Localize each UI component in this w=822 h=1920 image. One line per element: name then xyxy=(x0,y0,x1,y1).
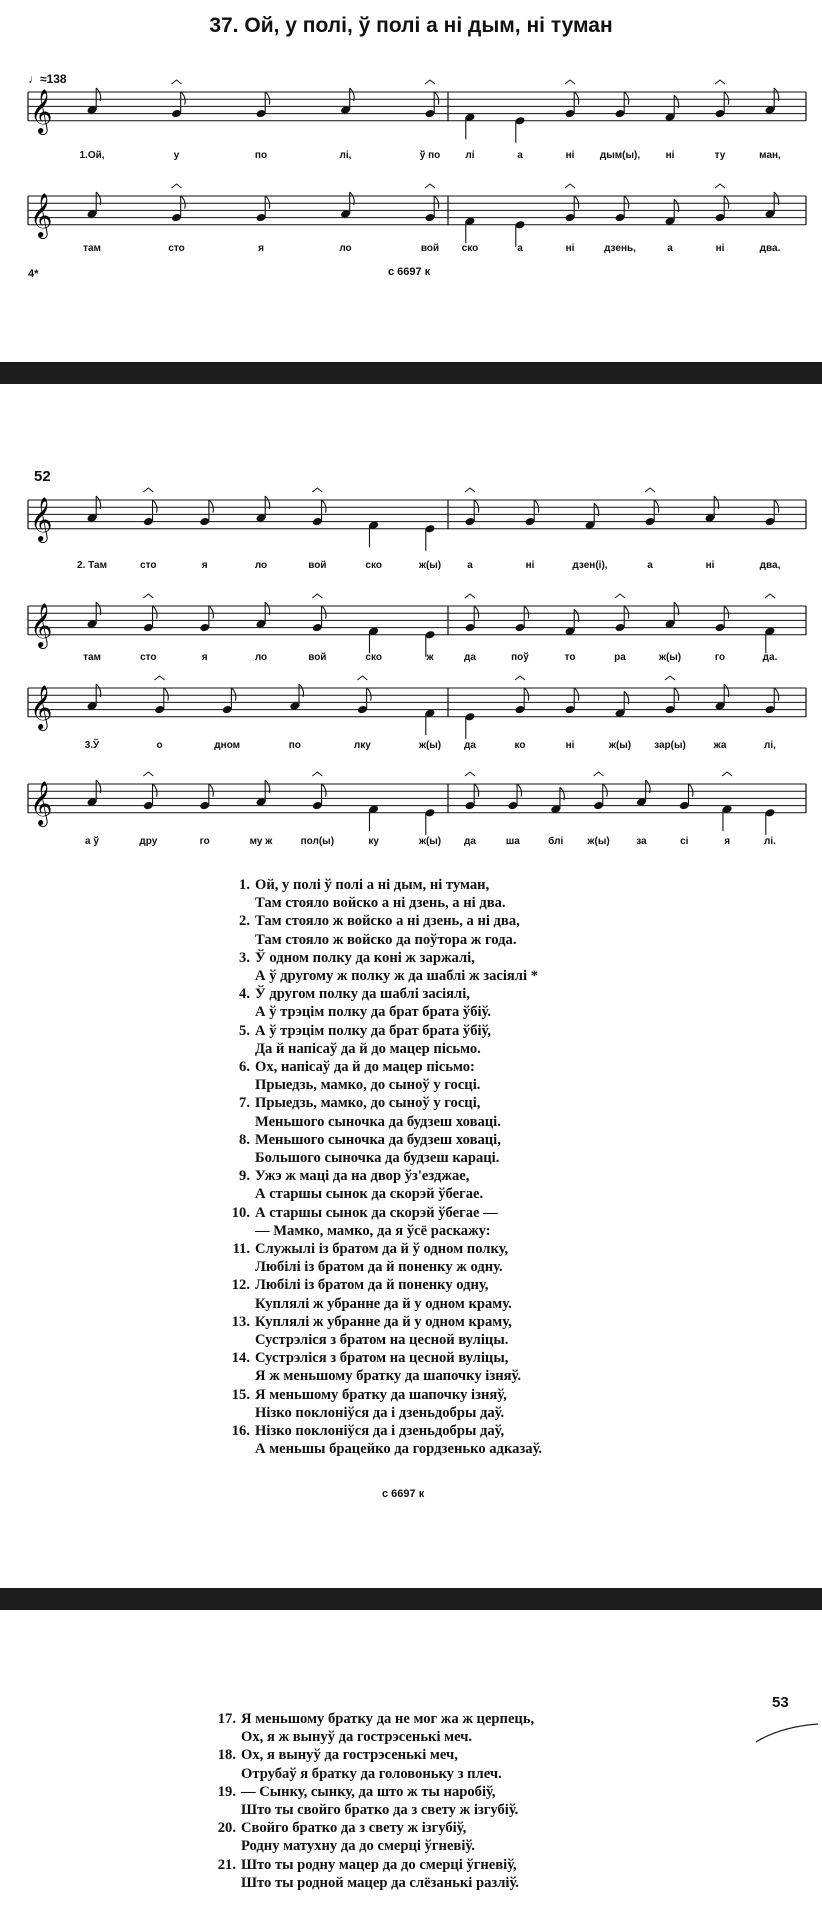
treble-clef-icon: 𝄞 xyxy=(30,192,53,237)
lyric-syllable: зар(ы) xyxy=(654,740,686,751)
lyric-syllable: лі, xyxy=(339,150,352,161)
lyric-syllable: два, xyxy=(759,560,781,571)
footer-code: с 6697 к xyxy=(382,1488,425,1500)
page-divider xyxy=(0,1588,822,1610)
verse: 1. Ой, у полі ў полі а ні дым, ні туман, Там стояло войско а ні дзень, а ні два. xyxy=(239,877,506,912)
verse: 15. Я меньшому братку да шапочку ізняў, Нізко поклоніўся да і дзеньдобры даў. xyxy=(231,1386,507,1421)
note xyxy=(256,196,270,223)
lyric-syllable: блі xyxy=(548,836,564,847)
note xyxy=(615,196,629,223)
note xyxy=(425,808,436,835)
lyric-syllable: то xyxy=(564,652,576,663)
lyric-syllable: я xyxy=(258,243,264,254)
lyric-syllable: ско xyxy=(365,560,382,571)
handwritten-mark xyxy=(752,1718,822,1748)
song-title: 37. Ой, у полі, ў полі а ні дым, ні туман xyxy=(209,14,613,37)
lyric-syllable: дзень, xyxy=(604,243,636,254)
verse: 10. А старшы сынок да скорэй ўбегае — — Мамко, мамко, да я ўсё раскажу: xyxy=(231,1204,498,1239)
lyric-syllable: вой xyxy=(308,652,327,663)
lyric-syllable: ту xyxy=(714,150,726,161)
lyric-syllable: ра xyxy=(614,652,626,663)
lyric-syllable: ку xyxy=(368,836,379,847)
lyric-syllable: да xyxy=(464,836,476,847)
lyric-syllable: 1.Ой, xyxy=(79,150,105,161)
lyric-syllable: да xyxy=(464,740,476,751)
lyric-syllable: ша xyxy=(505,836,520,847)
verse: 12. Любілі із братом да й поненку одну, Куплялі ж убранне да й у одном краму. xyxy=(231,1277,512,1312)
lyric-syllable: ў по xyxy=(419,150,441,161)
lyric-syllable: два. xyxy=(759,243,781,254)
lyric-syllable: у xyxy=(173,150,180,161)
lyric-syllable: по xyxy=(254,150,268,161)
lyric-syllable: а xyxy=(667,243,673,254)
lyric-syllable: а ў xyxy=(85,836,99,847)
music-staff xyxy=(0,0,822,362)
lyric-syllable: жа xyxy=(713,740,727,751)
lyric-syllable: дру xyxy=(139,836,158,847)
lyric-syllable: да. xyxy=(762,652,778,663)
treble-clef-icon: 𝄞 xyxy=(30,684,53,729)
lyric-syllable: ло xyxy=(254,652,268,663)
page-divider xyxy=(0,362,822,384)
verse: 11. Служылі із братом да й ў одном полку, Любілі із братом да й поненку ж одну. xyxy=(232,1241,509,1276)
lyric-syllable: дзен(і), xyxy=(572,560,608,571)
treble-clef-icon: 𝄞 xyxy=(30,88,53,133)
treble-clef-icon: 𝄞 xyxy=(30,602,53,647)
lyric-syllable: ж(ы) xyxy=(658,652,682,663)
lyric-syllable: ж(ы) xyxy=(608,740,632,751)
lyric-syllable: го xyxy=(714,652,726,663)
verse-list xyxy=(214,1710,534,1892)
note xyxy=(199,784,213,811)
lyric-syllable: ж(ы) xyxy=(418,560,442,571)
lyric-syllable: а xyxy=(647,560,653,571)
lyric-syllable: му ж xyxy=(249,836,273,847)
lyric-syllable: ло xyxy=(254,560,268,571)
verse: 9. Ужэ ж маці да на двор ўз'езджае, А старшы сынок да скорэй ўбегае. xyxy=(239,1168,484,1203)
lyric-syllable: сі xyxy=(680,836,689,847)
note xyxy=(765,808,776,835)
lyric-syllable: пол(ы) xyxy=(300,836,335,847)
verse: 21. Што ты родну мацер да до смерці ўгневіў, Што ты родной мацер да слёзанькі разліў. xyxy=(217,1856,519,1891)
verse: 17. Я меньшому братку да не мог жа ж церпець, Ох, я ж вынуў да гострэсенькі меч. xyxy=(217,1711,535,1746)
lyric-syllable: ско xyxy=(365,652,382,663)
lyric-syllable: ні xyxy=(665,150,675,161)
footer-code: с 6697 к xyxy=(388,266,431,278)
lyric-syllable: ско xyxy=(461,243,479,254)
lyric-syllable: го xyxy=(199,836,210,847)
lyric-syllable: я xyxy=(724,836,731,847)
lyric-syllable: вой xyxy=(420,243,440,254)
lyric-syllable: вой xyxy=(308,560,327,571)
verse: 5. А ў трэцім полку да брат брата ўбіў, Да й напісаў да й до мацер пісьмо. xyxy=(239,1022,492,1057)
lyric-syllable: там xyxy=(83,243,101,254)
lyrics-line xyxy=(0,243,822,257)
lyric-syllable: ні xyxy=(525,560,535,571)
treble-clef-icon: 𝄞 xyxy=(30,496,53,541)
note xyxy=(465,216,476,243)
lyric-syllable: ні xyxy=(565,740,575,751)
lyric-syllable: ні xyxy=(565,243,575,254)
lyric-syllable: по xyxy=(288,740,301,751)
treble-clef-icon: 𝄞 xyxy=(30,780,53,825)
note xyxy=(679,784,693,811)
lyric-syllable: а xyxy=(517,150,523,161)
note xyxy=(368,804,379,831)
page-number: 53 xyxy=(772,1694,789,1711)
lyric-syllable: ко xyxy=(514,740,526,751)
tempo-marking: ♩≈138 xyxy=(28,72,67,86)
lyric-syllable: 3.Ў xyxy=(84,740,100,751)
verse: 14. Сустрэліся з братом на цесной вуліцы, Я ж меньшому братку да шапочку ізняў. xyxy=(231,1350,521,1385)
staff-lines xyxy=(28,784,806,813)
page-1 xyxy=(0,0,822,362)
staff-lines xyxy=(28,196,806,225)
lyric-syllable: ло xyxy=(339,243,352,254)
lyric-syllable: о xyxy=(156,740,163,751)
lyric-syllable: лі xyxy=(465,150,475,161)
lyric-syllable: сто xyxy=(168,243,185,254)
lyric-syllable: я xyxy=(201,652,208,663)
lyric-syllable: ні xyxy=(705,560,715,571)
lyric-syllable: 2. Там xyxy=(77,560,107,571)
verse: 7. Прыедзь, мамко, до сыноў у госці, Меньшого сыночка да будзеш ховаці. xyxy=(239,1095,501,1130)
lyric-syllable: поў xyxy=(511,652,529,663)
lyric-syllable: ні xyxy=(565,150,575,161)
lyric-syllable: ж(ы) xyxy=(418,836,442,847)
verse: 18. Ох, я вынуў да гострэсенькі меч, Отрубаў я братку да головоньку з плеч. xyxy=(217,1747,502,1782)
lyric-syllable: лі. xyxy=(764,836,776,847)
verse: 16. Нізко поклоніўся да і дзеньдобры даў, А меньшы брацейко да гордзенько адказаў. xyxy=(231,1423,543,1458)
lyric-syllable: лі, xyxy=(764,740,776,751)
lyric-syllable: ні xyxy=(715,243,725,254)
verse: 6. Ох, напісаў да й до мацер пісьмо: Прыедзь, мамко, до сыноў у госці. xyxy=(239,1059,481,1094)
lyric-syllable: за xyxy=(636,836,647,847)
lyric-syllable: я xyxy=(201,560,208,571)
page-number: 52 xyxy=(34,468,51,485)
page-2 xyxy=(0,384,822,1588)
verse: 2. Там стояло ж войско а ні дзень, а ні два, Там стояло ж войско да поўтора ж года. xyxy=(239,913,520,948)
lyric-syllable: дым(ы), xyxy=(599,150,641,161)
verse: 19. — Сынку, сынку, да што ж ты наробіў, Што ты свойго братко да з свету ж ізгубіў. xyxy=(217,1783,519,1819)
lyric-syllable: ман, xyxy=(759,150,781,161)
lyric-syllable: лку xyxy=(353,740,371,751)
note xyxy=(722,772,733,831)
verse: 13. Куплялі ж убранне да й у одном краму, Сустрэліся з братом на цесной вуліцы. xyxy=(231,1313,512,1349)
lyric-syllable: сто xyxy=(140,560,157,571)
lyric-syllable: там xyxy=(83,652,101,663)
verse: 3. Ў одном полку да коні ж заржалі, А ў другому ж полку ж да шаблі ж засіялі * xyxy=(239,949,538,985)
note xyxy=(507,784,521,811)
lyric-syllable: сто xyxy=(140,652,157,663)
lyrics-line xyxy=(0,836,822,850)
verse: 8. Меньшого сыночка да будзеш ховаці, Большого сыночка да будзеш караці. xyxy=(239,1131,501,1167)
lyric-syllable: ж xyxy=(426,652,434,663)
lyric-syllable: а xyxy=(517,243,523,254)
verse-list xyxy=(228,876,542,1459)
footer-note: 4* xyxy=(28,268,39,280)
verse: 20. Свойго братко да з свету ж ізгубіў, Родну матухну да до смерці ўгневіў. xyxy=(217,1820,475,1855)
lyric-syllable: дном xyxy=(214,740,241,751)
lyric-syllable: ж(ы) xyxy=(418,740,442,751)
page-3 xyxy=(0,1610,822,1920)
lyric-syllable: а xyxy=(467,560,473,571)
lyric-syllable: да xyxy=(464,652,476,663)
verse: 4. Ў другом полку да шаблі засіялі, А ў трэцім полку да брат брата ўбіў. xyxy=(239,986,492,1021)
lyric-syllable: ж(ы) xyxy=(587,836,610,847)
